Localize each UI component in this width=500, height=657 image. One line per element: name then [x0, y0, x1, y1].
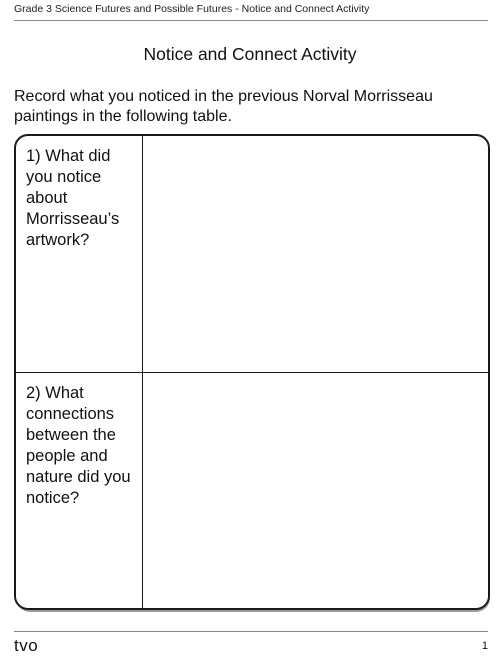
- page-title: Notice and Connect Activity: [143, 44, 357, 64]
- footer-divider: [14, 631, 488, 632]
- table-row: [16, 136, 488, 373]
- answer-cell-notice[interactable]: [143, 136, 488, 372]
- notice-connect-table: [14, 134, 490, 612]
- table-box: [14, 134, 490, 610]
- answer-cell-connections[interactable]: [143, 373, 488, 608]
- running-header: Grade 3 Science Futures and Possible Futures - Notice and Connect Activity: [14, 3, 370, 15]
- page-number: 1: [481, 640, 488, 652]
- instructions-text: Record what you noticed in the previous Norval Morrisseau paintings in the following table.: [14, 88, 433, 125]
- header-divider: [14, 20, 488, 21]
- question-cell-notice: 1) What did you notice about Morrisseau’s artwork?: [16, 136, 143, 372]
- tvo-logo: tvo: [14, 636, 39, 655]
- question-cell-connections: 2) What connections between the people and nature did you notice?: [16, 373, 143, 608]
- table-row: [16, 373, 488, 608]
